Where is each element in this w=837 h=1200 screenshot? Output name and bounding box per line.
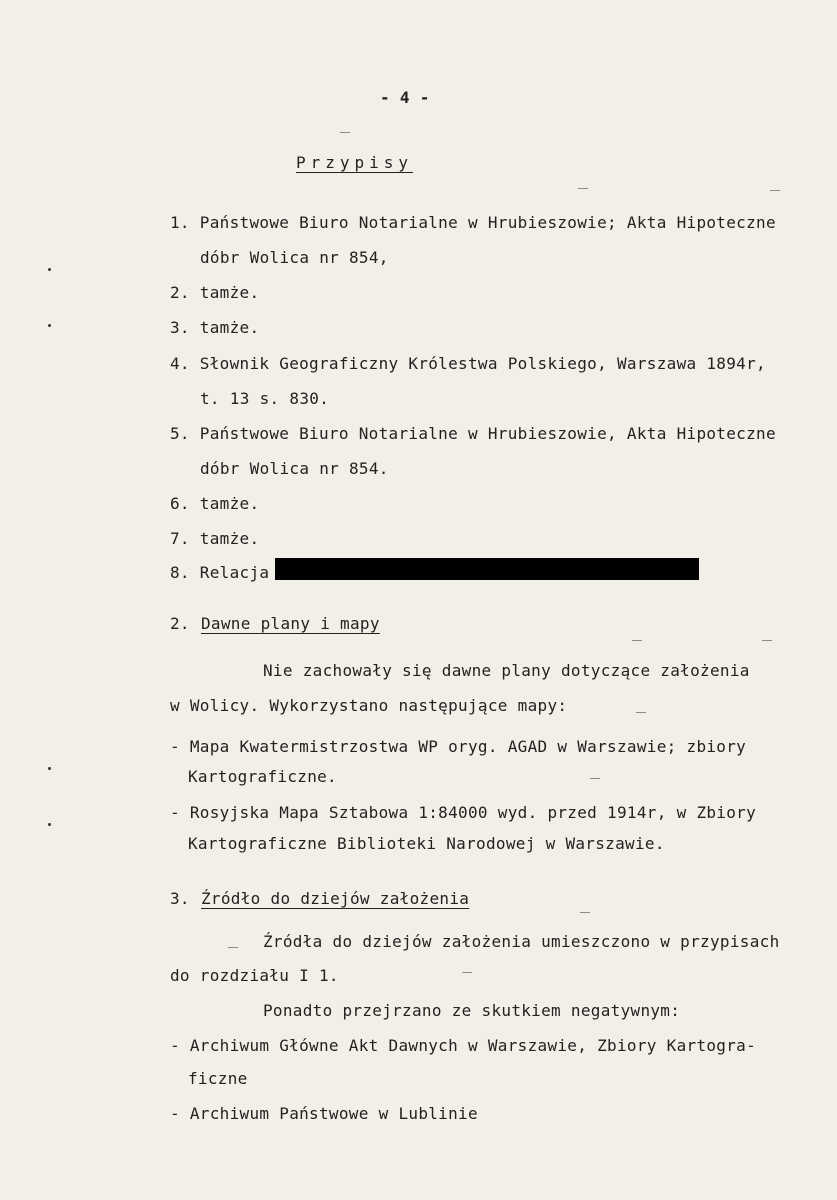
scan-speck — [48, 324, 51, 327]
scan-speck — [48, 823, 51, 826]
scan-dash — [636, 712, 646, 713]
footnote-3: 3. tamże. — [170, 318, 260, 337]
section-2-line-6: Kartograficzne Biblioteki Narodowej w Warszawie. — [188, 834, 665, 853]
section-2-line-4: Kartograficzne. — [188, 767, 337, 786]
scan-dash — [340, 132, 350, 133]
page-number: - 4 - — [380, 88, 430, 107]
section-2-line-3: - Mapa Kwatermistrzostwa WP oryg. AGAD w Warszawie; zbiory — [170, 737, 747, 756]
section-2-title: Dawne plany i mapy — [201, 614, 380, 633]
scan-dash — [462, 972, 472, 973]
section-2-line-1: Nie zachowały się dawne plany dotyczące założenia — [263, 661, 750, 680]
scan-dash — [632, 640, 642, 641]
scan-dash — [578, 188, 588, 189]
section-3-title: Źródło do dziejów założenia — [201, 889, 470, 908]
footnote-1: 1. Państwowe Biuro Notarialne w Hrubieszowie; Akta Hipoteczne — [170, 213, 776, 232]
scan-dash — [580, 912, 590, 913]
scan-speck — [48, 767, 51, 770]
section-3-line-4: - Archiwum Główne Akt Dawnych w Warszawie, Zbiory Kartogra- — [170, 1036, 757, 1055]
section-2-number: 2. — [170, 614, 190, 633]
scan-dash — [590, 778, 600, 779]
section-3-line-1: Źródła do dziejów założenia umieszczono w przypisach — [263, 932, 780, 951]
footnote-1-cont: dóbr Wolica nr 854, — [200, 248, 389, 267]
footnote-4-cont: t. 13 s. 830. — [200, 389, 330, 408]
scan-dash — [770, 190, 780, 191]
scan-speck — [48, 268, 51, 271]
section-3-line-6: - Archiwum Państwowe w Lublinie — [170, 1104, 478, 1123]
footnote-5: 5. Państwowe Biuro Notarialne w Hrubieszowie, Akta Hipoteczne — [170, 424, 776, 443]
footnote-4: 4. Słownik Geograficzny Królestwa Polskiego, Warszawa 1894r, — [170, 354, 766, 373]
section-3-line-5: ficzne — [188, 1069, 248, 1088]
redaction-bar — [275, 558, 699, 580]
footnote-2: 2. tamże. — [170, 283, 260, 302]
section-3-number: 3. — [170, 889, 190, 908]
heading: Przypisy — [296, 153, 414, 172]
section-3-line-2: do rozdziału I 1. — [170, 966, 339, 985]
footnote-8: 8. Relacja — [170, 563, 270, 582]
footnote-6: 6. tamże. — [170, 494, 260, 513]
section-2-line-2: w Wolicy. Wykorzystano następujące mapy: — [170, 696, 568, 715]
section-2-line-5: - Rosyjska Mapa Sztabowa 1:84000 wyd. przed 1914r, w Zbiory — [170, 803, 757, 822]
scan-dash — [228, 947, 238, 948]
footnote-7: 7. tamże. — [170, 529, 260, 548]
scan-dash — [762, 640, 772, 641]
section-3-line-3: Ponadto przejrzano ze skutkiem negatywnym: — [263, 1001, 681, 1020]
footnote-5-cont: dóbr Wolica nr 854. — [200, 459, 389, 478]
